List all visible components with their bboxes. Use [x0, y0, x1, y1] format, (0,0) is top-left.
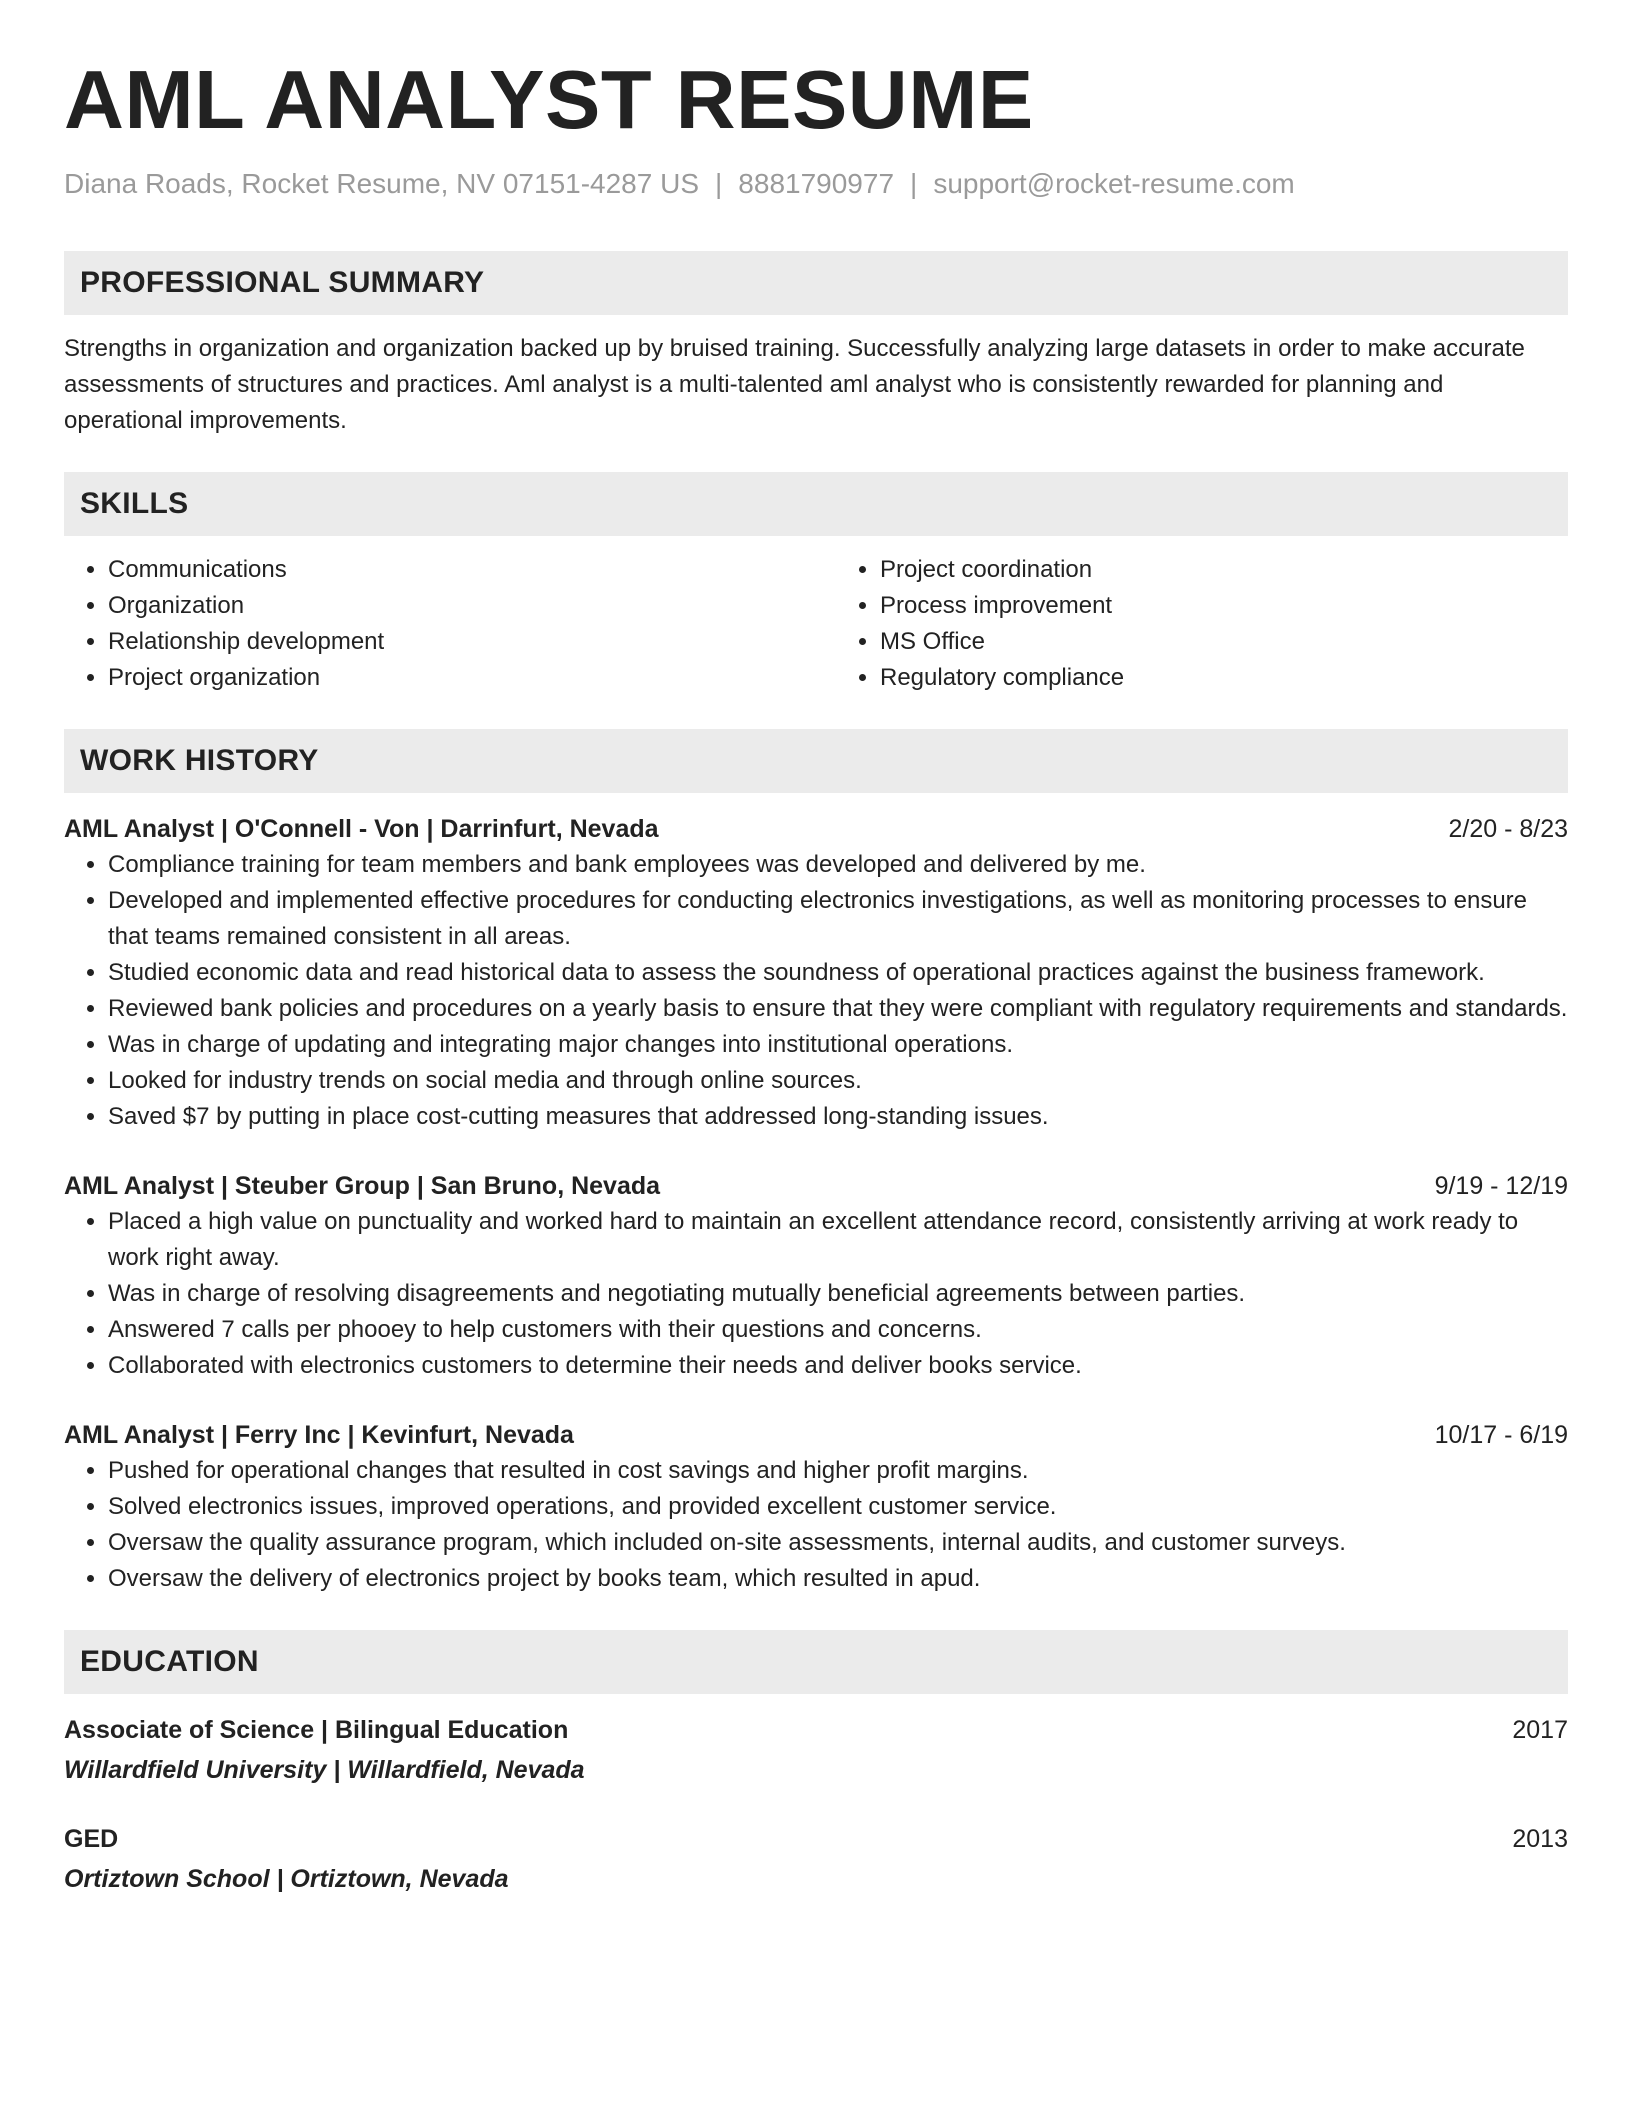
job-header	[64, 1417, 1568, 1453]
contact-separator: |	[715, 168, 723, 199]
contact-address: Diana Roads, Rocket Resume, NV 07151-4287 US	[64, 168, 700, 199]
job-duty: • Oversaw the quality assurance program, which included on-site assessments, internal audits, and customer surveys.	[108, 1525, 1568, 1561]
job-duties	[64, 1204, 1568, 1384]
skills-list	[64, 552, 1568, 696]
contact-email: support@rocket-resume.com	[933, 168, 1295, 199]
contact-line	[64, 167, 1568, 201]
contact-separator: |	[910, 168, 918, 199]
job-duty: • Studied economic data and read historical data to assess the soundness of operational practices against the business framework.	[108, 955, 1568, 991]
summary-heading: PROFESSIONAL SUMMARY	[64, 251, 1568, 315]
job-duty: • Collaborated with electronics customers to determine their needs and deliver books service.	[108, 1348, 1568, 1384]
job-duty: • Compliance training for team members and bank employees was developed and delivered by me.	[108, 847, 1568, 883]
skill-item: • Communications	[108, 552, 796, 588]
job-duty: • Oversaw the delivery of electronics project by books team, which resulted in apud.	[108, 1561, 1568, 1597]
contact-phone: 8881790977	[738, 168, 895, 199]
job-duty: • Solved electronics issues, improved operations, and provided excellent customer service.	[108, 1489, 1568, 1525]
job-duty: • Saved $7 by putting in place cost-cutting measures that addressed long-standing issues.	[108, 1099, 1568, 1135]
job-title: AML Analyst | Steuber Group | San Bruno, Nevada	[64, 1171, 661, 1200]
skill-item: • Project coordination	[880, 552, 1568, 588]
job-title: AML Analyst | Ferry Inc | Kevinfurt, Nevada	[64, 1420, 574, 1449]
job-dates: 9/19 - 12/19	[1434, 1171, 1568, 1200]
job-duty: • Reviewed bank policies and procedures on a yearly basis to ensure that they were compliant with regulatory requirements and standards.	[108, 991, 1568, 1027]
resume-title: AML ANALYST RESUME	[64, 53, 1034, 146]
job-duty: • Placed a high value on punctuality and worked hard to maintain an excellent attendance record, consistently arriving at work ready to work right away.	[108, 1204, 1568, 1276]
education-year: 2017	[1512, 1715, 1568, 1744]
job-duty: • Looked for industry trends on social media and through online sources.	[108, 1063, 1568, 1099]
job-entry	[64, 1417, 1568, 1597]
skill-item: • Regulatory compliance	[880, 660, 1568, 696]
skill-item: • Process improvement	[880, 588, 1568, 624]
summary-text: Strengths in organization and organization backed up by bruised training. Successfully analyzing large datasets in order to make accurate assessments of structures and practices. Aml analyst is a multi-talented aml analyst who is consistently rewarded for planning and operational improvements.	[64, 334, 1525, 434]
education-school: Willardfield University | Willardfield, Nevada	[64, 1755, 585, 1784]
education-entry	[64, 1712, 1568, 1788]
job-entry	[64, 1168, 1568, 1384]
job-duties	[64, 1453, 1568, 1597]
skills-column-left	[64, 552, 796, 696]
job-header	[64, 1168, 1568, 1204]
job-duty: • Was in charge of resolving disagreements and negotiating mutually beneficial agreements between parties.	[108, 1276, 1568, 1312]
job-duty: • Was in charge of updating and integrating major changes into institutional operations.	[108, 1027, 1568, 1063]
job-title: AML Analyst | O'Connell - Von | Darrinfurt, Nevada	[64, 814, 659, 843]
job-duties	[64, 847, 1568, 1135]
job-duty: • Answered 7 calls per phooey to help customers with their questions and concerns.	[108, 1312, 1568, 1348]
work-history-heading: WORK HISTORY	[64, 729, 1568, 793]
job-dates: 10/17 - 6/19	[1434, 1420, 1568, 1449]
job-duty: • Pushed for operational changes that resulted in cost savings and higher profit margins.	[108, 1453, 1568, 1489]
skill-item: • MS Office	[880, 624, 1568, 660]
education-year: 2013	[1512, 1824, 1568, 1853]
skills-heading: SKILLS	[64, 472, 1568, 536]
job-header	[64, 811, 1568, 847]
education-degree: GED	[64, 1824, 119, 1853]
job-dates: 2/20 - 8/23	[1448, 814, 1568, 843]
education-header	[64, 1712, 1568, 1748]
skill-item: • Relationship development	[108, 624, 796, 660]
education-degree: Associate of Science | Bilingual Education	[64, 1715, 569, 1744]
education-school: Ortiztown School | Ortiztown, Nevada	[64, 1864, 509, 1893]
education-heading: EDUCATION	[64, 1630, 1568, 1694]
education-entry	[64, 1821, 1568, 1897]
skill-item: • Organization	[108, 588, 796, 624]
job-entry	[64, 811, 1568, 1135]
job-duty: • Developed and implemented effective procedures for conducting electronics investigations, as well as monitoring processes to ensure that teams remained consistent in all areas.	[108, 883, 1568, 955]
skill-item: • Project organization	[108, 660, 796, 696]
skills-column-right	[836, 552, 1568, 696]
education-header	[64, 1821, 1568, 1857]
